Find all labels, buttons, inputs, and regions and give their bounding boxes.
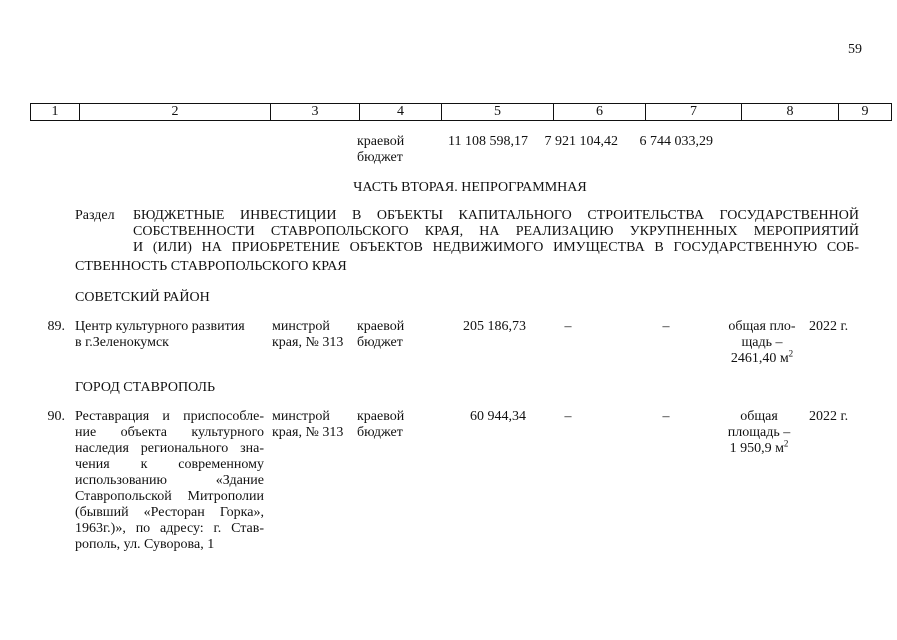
column-number-header	[30, 103, 892, 121]
value-col5: 60 944,34	[470, 409, 526, 424]
funding-source-line: бюджет	[357, 335, 403, 350]
carryover-source-line: бюджет	[357, 150, 403, 165]
object-name-line: Центр культурного развития	[75, 319, 245, 334]
value-col7: –	[662, 319, 670, 334]
capacity-unit-superscript: 2	[788, 348, 794, 359]
page-number: 59	[848, 42, 862, 57]
object-name-line: (бывший «Ресторан Горка»,	[75, 505, 264, 520]
object-name-line: 1963г.)», по адресу: г. Став-	[75, 521, 264, 536]
row-number: 90.	[47, 409, 65, 424]
column-number: 2	[80, 104, 271, 120]
carryover-value-6: 7 921 104,42	[544, 134, 618, 149]
part-heading: ЧАСТЬ ВТОРАЯ. НЕПРОГРАММНАЯ	[353, 180, 587, 195]
column-number: 7	[646, 104, 742, 120]
funding-source-line: бюджет	[357, 425, 403, 440]
column-number: 4	[360, 104, 442, 120]
customer-line: минстрой	[272, 409, 330, 424]
column-number: 6	[554, 104, 646, 120]
customer-line: края, № 313	[272, 335, 344, 350]
customer	[272, 319, 343, 351]
object-name-line: чения к современному	[75, 457, 264, 472]
column-number: 5	[442, 104, 554, 120]
funding-source-line: краевой	[357, 409, 405, 424]
column-number: 8	[742, 104, 839, 120]
capacity-line: щадь –	[741, 335, 783, 350]
section-title-line: БЮДЖЕТНЫЕ ИНВЕСТИЦИИ В ОБЪЕКТЫ КАПИТАЛЬНОГО СТРОИТЕЛЬСТВА ГОСУДАРСТВЕННОЙ	[133, 208, 859, 223]
capacity	[712, 319, 812, 367]
object-name	[75, 409, 264, 553]
value-col6: –	[564, 409, 572, 424]
capacity-line	[704, 438, 814, 457]
year: 2022 г.	[809, 319, 849, 334]
value-col5: 205 186,73	[463, 319, 526, 334]
object-name-line: рополь, ул. Суворова, 1	[75, 537, 215, 552]
carryover-source-line: краевой	[357, 134, 405, 149]
section-title-line: СОБСТВЕННОСТИ СТАВРОПОЛЬСКОГО КРАЯ, НА РЕАЛИЗАЦИЮ УКРУПНЕННЫХ МЕРОПРИЯТИЙ	[133, 224, 859, 239]
capacity-area: 1 950,9 м	[729, 441, 784, 456]
object-name-line: наследия регионального зна-	[75, 441, 264, 456]
column-number: 1	[31, 104, 80, 120]
value-col6: –	[564, 319, 572, 334]
capacity-area: 2461,40 м	[730, 351, 789, 366]
capacity-line: площадь –	[727, 425, 791, 440]
object-name-line: Реставрация и приспособле-	[75, 409, 264, 424]
carryover-value-7: 6 744 033,29	[639, 134, 713, 149]
object-name-line: в г.Зеленокумск	[75, 335, 169, 350]
capacity-line: общая	[740, 409, 778, 424]
carryover-source	[357, 134, 404, 166]
capacity	[704, 409, 814, 457]
customer	[272, 409, 343, 441]
capacity-line	[712, 348, 812, 367]
section-title-line: СТВЕННОСТЬ СТАВРОПОЛЬСКОГО КРАЯ	[75, 259, 347, 274]
capacity-unit-superscript: 2	[783, 438, 789, 449]
carryover-value-5: 11 108 598,17	[448, 134, 528, 149]
district-heading: ГОРОД СТАВРОПОЛЬ	[75, 380, 216, 395]
object-name-line: Ставропольской Митрополии	[75, 489, 264, 504]
customer-line: минстрой	[272, 319, 330, 334]
object-name-line: использованию «Здание	[75, 473, 264, 488]
capacity-line: общая пло-	[728, 319, 796, 334]
column-number: 9	[861, 104, 869, 119]
row-number: 89.	[47, 319, 65, 334]
district-heading: СОВЕТСКИЙ РАЙОН	[75, 290, 210, 305]
year: 2022 г.	[809, 409, 849, 424]
funding-source	[357, 319, 404, 351]
object-name-line: ние объекта культурного	[75, 425, 264, 440]
funding-source	[357, 409, 404, 441]
customer-line: края, № 313	[272, 425, 344, 440]
funding-source-line: краевой	[357, 319, 405, 334]
section-title	[133, 208, 859, 256]
column-number: 3	[271, 104, 360, 120]
object-name	[75, 319, 267, 351]
value-col7: –	[662, 409, 670, 424]
section-title-line: И (ИЛИ) НА ПРИОБРЕТЕНИЕ ОБЪЕКТОВ НЕДВИЖИМОГО ИМУЩЕСТВА В ГОСУДАРСТВЕННУЮ СОБ-	[133, 240, 859, 255]
section-label: Раздел	[75, 208, 115, 223]
